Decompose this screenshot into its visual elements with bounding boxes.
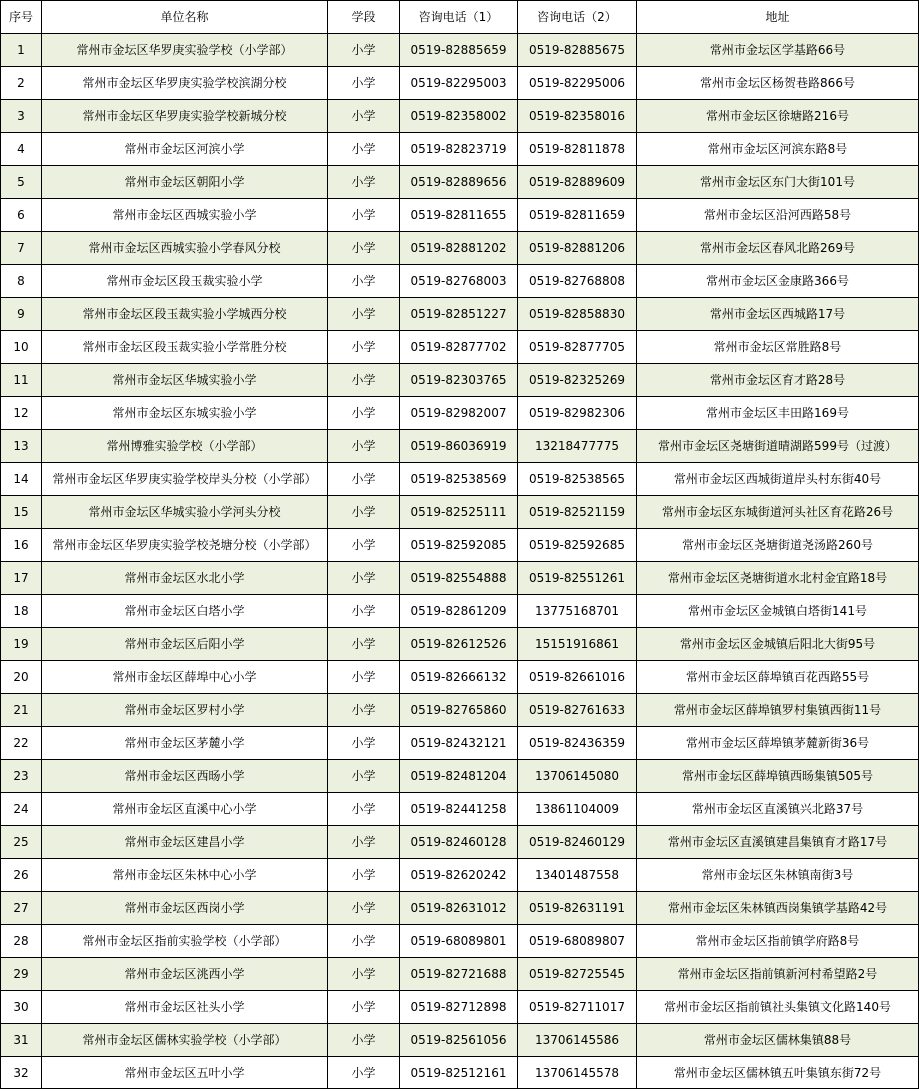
cell-phone1: 0519-82765860 bbox=[400, 694, 518, 727]
cell-phone1: 0519-82538569 bbox=[400, 463, 518, 496]
cell-phone1: 0519-82877702 bbox=[400, 331, 518, 364]
cell-address: 常州市金坛区东门大街101号 bbox=[637, 166, 919, 199]
cell-level: 小学 bbox=[328, 67, 400, 100]
cell-index: 26 bbox=[1, 859, 42, 892]
cell-index: 6 bbox=[1, 199, 42, 232]
cell-phone2: 0519-82761633 bbox=[518, 694, 637, 727]
cell-school-name: 常州市金坛区华城实验小学河头分校 bbox=[42, 496, 328, 529]
cell-level: 小学 bbox=[328, 397, 400, 430]
cell-phone1: 0519-82432121 bbox=[400, 727, 518, 760]
table-row bbox=[1, 595, 919, 628]
cell-phone2: 0519-82982306 bbox=[518, 397, 637, 430]
cell-index: 18 bbox=[1, 595, 42, 628]
cell-address: 常州市金坛区育才路28号 bbox=[637, 364, 919, 397]
cell-school-name: 常州市金坛区段玉裁实验小学 bbox=[42, 265, 328, 298]
cell-index: 22 bbox=[1, 727, 42, 760]
cell-level: 小学 bbox=[328, 562, 400, 595]
cell-phone2: 0519-82295006 bbox=[518, 67, 637, 100]
cell-phone1: 0519-68089801 bbox=[400, 925, 518, 958]
cell-school-name: 常州市金坛区茅麓小学 bbox=[42, 727, 328, 760]
cell-level: 小学 bbox=[328, 331, 400, 364]
table-row bbox=[1, 430, 919, 463]
cell-index: 8 bbox=[1, 265, 42, 298]
cell-address: 常州市金坛区朱林镇西岗集镇学基路42号 bbox=[637, 892, 919, 925]
cell-level: 小学 bbox=[328, 727, 400, 760]
cell-phone2: 13706145578 bbox=[518, 1057, 637, 1089]
cell-phone1: 0519-82441258 bbox=[400, 793, 518, 826]
cell-phone2: 0519-82881206 bbox=[518, 232, 637, 265]
table-row bbox=[1, 34, 919, 67]
cell-phone2: 0519-82858830 bbox=[518, 298, 637, 331]
cell-school-name: 常州市金坛区朝阳小学 bbox=[42, 166, 328, 199]
table-row bbox=[1, 100, 919, 133]
cell-address: 常州市金坛区学基路66号 bbox=[637, 34, 919, 67]
table-row bbox=[1, 925, 919, 958]
cell-phone2: 0519-82538565 bbox=[518, 463, 637, 496]
cell-phone2: 0519-82551261 bbox=[518, 562, 637, 595]
table-row bbox=[1, 529, 919, 562]
cell-phone2: 0519-68089807 bbox=[518, 925, 637, 958]
cell-index: 10 bbox=[1, 331, 42, 364]
cell-phone1: 0519-82525111 bbox=[400, 496, 518, 529]
cell-level: 小学 bbox=[328, 529, 400, 562]
cell-phone2: 0519-82877705 bbox=[518, 331, 637, 364]
cell-phone2: 13706145586 bbox=[518, 1024, 637, 1057]
cell-school-name: 常州市金坛区华罗庚实验学校尧塘分校（小学部） bbox=[42, 529, 328, 562]
table-row bbox=[1, 991, 919, 1024]
cell-level: 小学 bbox=[328, 793, 400, 826]
cell-school-name: 常州市金坛区华罗庚实验学校（小学部） bbox=[42, 34, 328, 67]
cell-school-name: 常州市金坛区薛埠中心小学 bbox=[42, 661, 328, 694]
cell-phone2: 13218477775 bbox=[518, 430, 637, 463]
cell-level: 小学 bbox=[328, 694, 400, 727]
cell-level: 小学 bbox=[328, 100, 400, 133]
table-row bbox=[1, 265, 919, 298]
cell-phone1: 0519-82295003 bbox=[400, 67, 518, 100]
cell-school-name: 常州市金坛区指前实验学校（小学部） bbox=[42, 925, 328, 958]
table-row bbox=[1, 958, 919, 991]
cell-school-name: 常州市金坛区西旸小学 bbox=[42, 760, 328, 793]
cell-address: 常州市金坛区指前镇新河村希望路2号 bbox=[637, 958, 919, 991]
cell-phone1: 0519-82561056 bbox=[400, 1024, 518, 1057]
cell-index: 21 bbox=[1, 694, 42, 727]
cell-address: 常州市金坛区徐塘路216号 bbox=[637, 100, 919, 133]
cell-index: 5 bbox=[1, 166, 42, 199]
table-row bbox=[1, 1057, 919, 1089]
cell-phone1: 0519-82620242 bbox=[400, 859, 518, 892]
cell-phone2: 0519-82811878 bbox=[518, 133, 637, 166]
cell-school-name: 常州市金坛区朱林中心小学 bbox=[42, 859, 328, 892]
cell-phone2: 0519-82885675 bbox=[518, 34, 637, 67]
cell-address: 常州市金坛区杨贺巷路866号 bbox=[637, 67, 919, 100]
cell-phone1: 0519-82861209 bbox=[400, 595, 518, 628]
cell-school-name: 常州市金坛区段玉裁实验小学常胜分校 bbox=[42, 331, 328, 364]
cell-school-name: 常州市金坛区华罗庚实验学校滨湖分校 bbox=[42, 67, 328, 100]
header-phone1: 咨询电话（1） bbox=[400, 1, 518, 34]
cell-phone1: 0519-82512161 bbox=[400, 1057, 518, 1089]
cell-index: 25 bbox=[1, 826, 42, 859]
cell-phone1: 0519-82881202 bbox=[400, 232, 518, 265]
cell-phone1: 0519-82889656 bbox=[400, 166, 518, 199]
cell-address: 常州市金坛区尧塘街道水北村金宜路18号 bbox=[637, 562, 919, 595]
cell-index: 9 bbox=[1, 298, 42, 331]
cell-level: 小学 bbox=[328, 859, 400, 892]
cell-index: 7 bbox=[1, 232, 42, 265]
table-row bbox=[1, 199, 919, 232]
cell-address: 常州市金坛区薛埠镇西旸集镇505号 bbox=[637, 760, 919, 793]
cell-level: 小学 bbox=[328, 232, 400, 265]
cell-index: 28 bbox=[1, 925, 42, 958]
cell-school-name: 常州市金坛区段玉裁实验小学城西分校 bbox=[42, 298, 328, 331]
cell-school-name: 常州市金坛区东城实验小学 bbox=[42, 397, 328, 430]
cell-level: 小学 bbox=[328, 463, 400, 496]
cell-phone1: 0519-82358002 bbox=[400, 100, 518, 133]
cell-address: 常州市金坛区金康路366号 bbox=[637, 265, 919, 298]
cell-phone1: 0519-82823719 bbox=[400, 133, 518, 166]
cell-phone2: 0519-82436359 bbox=[518, 727, 637, 760]
cell-level: 小学 bbox=[328, 430, 400, 463]
cell-school-name: 常州市金坛区水北小学 bbox=[42, 562, 328, 595]
table-row bbox=[1, 826, 919, 859]
cell-school-name: 常州市金坛区西城实验小学春风分校 bbox=[42, 232, 328, 265]
cell-address: 常州市金坛区东城街道河头社区育花路26号 bbox=[637, 496, 919, 529]
cell-index: 17 bbox=[1, 562, 42, 595]
cell-school-name: 常州市金坛区华罗庚实验学校岸头分校（小学部） bbox=[42, 463, 328, 496]
cell-level: 小学 bbox=[328, 1024, 400, 1057]
cell-phone1: 0519-82612526 bbox=[400, 628, 518, 661]
cell-level: 小学 bbox=[328, 265, 400, 298]
cell-index: 30 bbox=[1, 991, 42, 1024]
cell-phone1: 0519-82768003 bbox=[400, 265, 518, 298]
header-index: 序号 bbox=[1, 1, 42, 34]
cell-school-name: 常州市金坛区儒林实验学校（小学部） bbox=[42, 1024, 328, 1057]
table-row bbox=[1, 463, 919, 496]
cell-phone2: 0519-82460129 bbox=[518, 826, 637, 859]
cell-phone2: 15151916861 bbox=[518, 628, 637, 661]
cell-phone2: 0519-82631191 bbox=[518, 892, 637, 925]
cell-school-name: 常州博雅实验学校（小学部） bbox=[42, 430, 328, 463]
cell-school-name: 常州市金坛区五叶小学 bbox=[42, 1057, 328, 1089]
cell-address: 常州市金坛区西城街道岸头村东街40号 bbox=[637, 463, 919, 496]
cell-school-name: 常州市金坛区西岗小学 bbox=[42, 892, 328, 925]
cell-address: 常州市金坛区薛埠镇茅麓新街36号 bbox=[637, 727, 919, 760]
cell-phone2: 0519-82358016 bbox=[518, 100, 637, 133]
table-row bbox=[1, 133, 919, 166]
cell-phone2: 0519-82325269 bbox=[518, 364, 637, 397]
cell-address: 常州市金坛区沿河西路58号 bbox=[637, 199, 919, 232]
cell-address: 常州市金坛区薛埠镇百花西路55号 bbox=[637, 661, 919, 694]
table-row bbox=[1, 166, 919, 199]
cell-index: 12 bbox=[1, 397, 42, 430]
cell-address: 常州市金坛区金城镇白塔街141号 bbox=[637, 595, 919, 628]
cell-level: 小学 bbox=[328, 133, 400, 166]
cell-phone2: 0519-82661016 bbox=[518, 661, 637, 694]
cell-school-name: 常州市金坛区洮西小学 bbox=[42, 958, 328, 991]
cell-index: 3 bbox=[1, 100, 42, 133]
cell-level: 小学 bbox=[328, 199, 400, 232]
table-row bbox=[1, 397, 919, 430]
cell-index: 29 bbox=[1, 958, 42, 991]
cell-level: 小学 bbox=[328, 892, 400, 925]
cell-index: 32 bbox=[1, 1057, 42, 1089]
header-phone2: 咨询电话（2） bbox=[518, 1, 637, 34]
cell-level: 小学 bbox=[328, 496, 400, 529]
cell-school-name: 常州市金坛区白塔小学 bbox=[42, 595, 328, 628]
table-row bbox=[1, 364, 919, 397]
cell-address: 常州市金坛区儒林集镇88号 bbox=[637, 1024, 919, 1057]
cell-address: 常州市金坛区指前镇学府路8号 bbox=[637, 925, 919, 958]
cell-school-name: 常州市金坛区直溪中心小学 bbox=[42, 793, 328, 826]
cell-index: 20 bbox=[1, 661, 42, 694]
cell-index: 24 bbox=[1, 793, 42, 826]
cell-level: 小学 bbox=[328, 826, 400, 859]
table-row bbox=[1, 859, 919, 892]
table-row bbox=[1, 661, 919, 694]
cell-level: 小学 bbox=[328, 595, 400, 628]
cell-phone2: 0519-82725545 bbox=[518, 958, 637, 991]
cell-school-name: 常州市金坛区后阳小学 bbox=[42, 628, 328, 661]
cell-phone2: 0519-82889609 bbox=[518, 166, 637, 199]
table-row bbox=[1, 496, 919, 529]
cell-school-name: 常州市金坛区建昌小学 bbox=[42, 826, 328, 859]
table-row bbox=[1, 793, 919, 826]
cell-phone1: 0519-82303765 bbox=[400, 364, 518, 397]
cell-index: 27 bbox=[1, 892, 42, 925]
cell-phone1: 0519-82721688 bbox=[400, 958, 518, 991]
cell-index: 1 bbox=[1, 34, 42, 67]
cell-level: 小学 bbox=[328, 661, 400, 694]
cell-phone2: 0519-82521159 bbox=[518, 496, 637, 529]
cell-level: 小学 bbox=[328, 166, 400, 199]
table-header-row bbox=[1, 1, 919, 34]
cell-phone1: 0519-82982007 bbox=[400, 397, 518, 430]
table-row bbox=[1, 628, 919, 661]
cell-phone1: 0519-82460128 bbox=[400, 826, 518, 859]
cell-level: 小学 bbox=[328, 628, 400, 661]
table-row bbox=[1, 232, 919, 265]
cell-index: 15 bbox=[1, 496, 42, 529]
cell-phone1: 0519-82554888 bbox=[400, 562, 518, 595]
table-row bbox=[1, 727, 919, 760]
cell-phone2: 0519-82592685 bbox=[518, 529, 637, 562]
cell-address: 常州市金坛区薛埠镇罗村集镇西街11号 bbox=[637, 694, 919, 727]
cell-phone2: 13401487558 bbox=[518, 859, 637, 892]
cell-index: 19 bbox=[1, 628, 42, 661]
cell-address: 常州市金坛区常胜路8号 bbox=[637, 331, 919, 364]
cell-address: 常州市金坛区儒林镇五叶集镇东街72号 bbox=[637, 1057, 919, 1089]
table-row bbox=[1, 1024, 919, 1057]
cell-school-name: 常州市金坛区华城实验小学 bbox=[42, 364, 328, 397]
cell-address: 常州市金坛区河滨东路8号 bbox=[637, 133, 919, 166]
cell-level: 小学 bbox=[328, 364, 400, 397]
header-name: 单位名称 bbox=[42, 1, 328, 34]
cell-phone2: 13706145080 bbox=[518, 760, 637, 793]
cell-phone2: 13861104009 bbox=[518, 793, 637, 826]
cell-school-name: 常州市金坛区社头小学 bbox=[42, 991, 328, 1024]
cell-address: 常州市金坛区金城镇后阳北大街95号 bbox=[637, 628, 919, 661]
table-row bbox=[1, 298, 919, 331]
cell-index: 2 bbox=[1, 67, 42, 100]
cell-index: 4 bbox=[1, 133, 42, 166]
cell-address: 常州市金坛区直溪镇兴北路37号 bbox=[637, 793, 919, 826]
table-row bbox=[1, 892, 919, 925]
cell-school-name: 常州市金坛区罗村小学 bbox=[42, 694, 328, 727]
table-row bbox=[1, 562, 919, 595]
cell-index: 31 bbox=[1, 1024, 42, 1057]
table-row bbox=[1, 694, 919, 727]
cell-level: 小学 bbox=[328, 925, 400, 958]
cell-address: 常州市金坛区尧塘街道晴湖路599号（过渡） bbox=[637, 430, 919, 463]
cell-level: 小学 bbox=[328, 1057, 400, 1089]
cell-phone1: 0519-82885659 bbox=[400, 34, 518, 67]
cell-phone1: 0519-82851227 bbox=[400, 298, 518, 331]
cell-address: 常州市金坛区丰田路169号 bbox=[637, 397, 919, 430]
cell-school-name: 常州市金坛区华罗庚实验学校新城分校 bbox=[42, 100, 328, 133]
cell-address: 常州市金坛区春风北路269号 bbox=[637, 232, 919, 265]
cell-level: 小学 bbox=[328, 34, 400, 67]
cell-index: 14 bbox=[1, 463, 42, 496]
header-level: 学段 bbox=[328, 1, 400, 34]
cell-level: 小学 bbox=[328, 760, 400, 793]
cell-school-name: 常州市金坛区河滨小学 bbox=[42, 133, 328, 166]
cell-level: 小学 bbox=[328, 991, 400, 1024]
cell-index: 13 bbox=[1, 430, 42, 463]
cell-phone2: 0519-82711017 bbox=[518, 991, 637, 1024]
cell-level: 小学 bbox=[328, 298, 400, 331]
cell-phone1: 0519-82666132 bbox=[400, 661, 518, 694]
cell-phone1: 0519-82481204 bbox=[400, 760, 518, 793]
table-row bbox=[1, 760, 919, 793]
cell-phone2: 0519-82768808 bbox=[518, 265, 637, 298]
table-row bbox=[1, 67, 919, 100]
cell-phone2: 0519-82811659 bbox=[518, 199, 637, 232]
cell-level: 小学 bbox=[328, 958, 400, 991]
cell-school-name: 常州市金坛区西城实验小学 bbox=[42, 199, 328, 232]
cell-address: 常州市金坛区直溪镇建昌集镇育才路17号 bbox=[637, 826, 919, 859]
cell-address: 常州市金坛区朱林镇南街3号 bbox=[637, 859, 919, 892]
cell-index: 16 bbox=[1, 529, 42, 562]
cell-phone1: 0519-82631012 bbox=[400, 892, 518, 925]
cell-phone1: 0519-82592085 bbox=[400, 529, 518, 562]
cell-address: 常州市金坛区西城路17号 bbox=[637, 298, 919, 331]
cell-phone1: 0519-82811655 bbox=[400, 199, 518, 232]
cell-phone1: 0519-86036919 bbox=[400, 430, 518, 463]
table-body bbox=[1, 34, 919, 1089]
header-address: 地址 bbox=[637, 1, 919, 34]
table-row bbox=[1, 331, 919, 364]
cell-address: 常州市金坛区尧塘街道尧汤路260号 bbox=[637, 529, 919, 562]
cell-phone1: 0519-82712898 bbox=[400, 991, 518, 1024]
cell-index: 11 bbox=[1, 364, 42, 397]
cell-phone2: 13775168701 bbox=[518, 595, 637, 628]
cell-address: 常州市金坛区指前镇社头集镇文化路140号 bbox=[637, 991, 919, 1024]
cell-index: 23 bbox=[1, 760, 42, 793]
